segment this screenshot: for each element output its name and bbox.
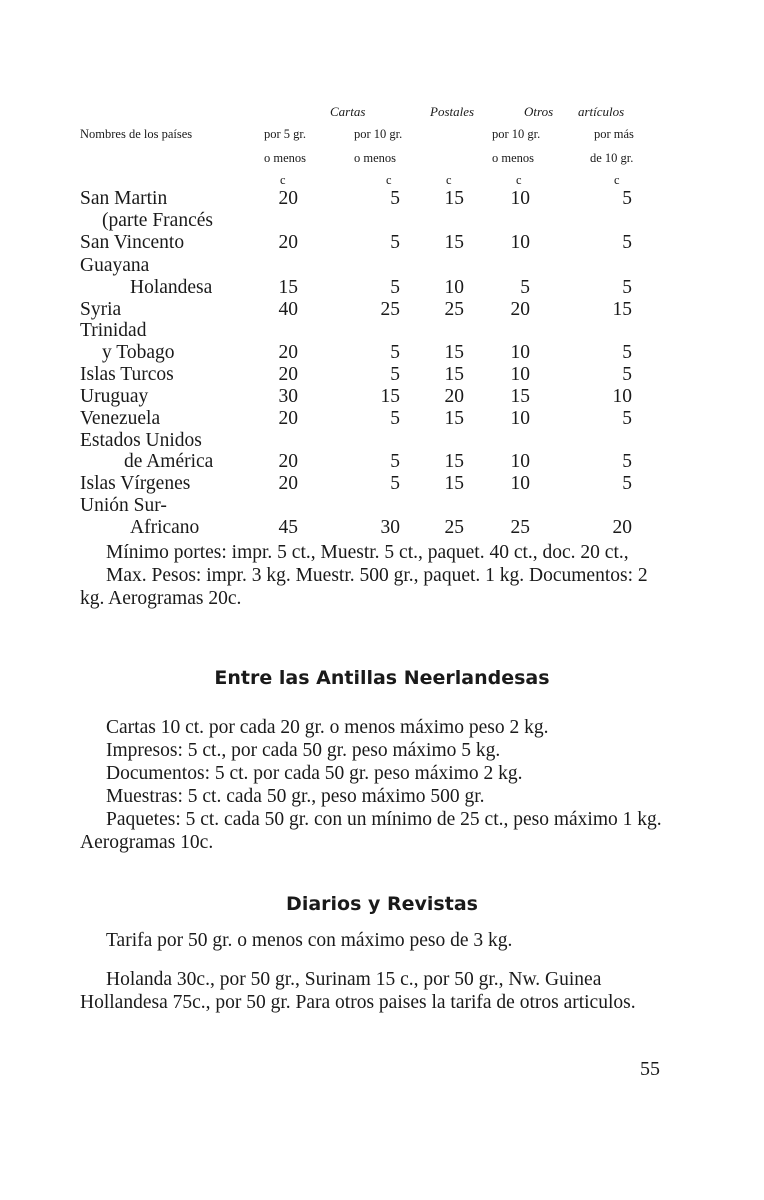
table-row: [0, 451, 764, 473]
unit-c4: c: [516, 173, 522, 187]
diarios-block: [80, 929, 670, 952]
rate-cell: 5: [622, 451, 632, 472]
table-row: [0, 473, 764, 495]
header-c2-l1: por 10 gr.: [354, 127, 403, 141]
rate-cell: 5: [390, 188, 400, 209]
table-row: [0, 364, 764, 386]
diarios-p1: Tarifa por 50 gr. o menos con máximo peso de 3 kg.: [106, 930, 513, 951]
rate-cell: 10: [510, 342, 530, 363]
header-c1-l1: por 5 gr.: [264, 127, 307, 141]
antillas-line: Cartas 10 ct. por cada 20 gr. o menos máximo peso 2 kg.: [106, 717, 549, 738]
rate-cell: 30: [380, 517, 400, 538]
country-name: Africano: [130, 517, 200, 538]
rate-cell: 5: [390, 408, 400, 429]
rate-cell: 15: [612, 299, 632, 320]
rate-cell: 30: [278, 386, 298, 407]
rate-cell: 10: [510, 232, 530, 253]
rate-cell: 5: [622, 342, 632, 363]
rate-cell: 20: [444, 386, 464, 407]
unit-c2: c: [386, 173, 392, 187]
rate-cell: 5: [622, 364, 632, 385]
rate-cell: 15: [444, 473, 464, 494]
country-name: Holandesa: [130, 277, 213, 298]
antillas-line: Impresos: 5 ct., por cada 50 gr. peso máximo 5 kg.: [106, 740, 501, 761]
header-c4-l1: por 10 gr.: [492, 127, 541, 141]
rate-cell: 5: [390, 473, 400, 494]
antillas-line: Muestras: 5 ct. cada 50 gr., peso máximo 500 gr.: [106, 786, 485, 807]
rate-cell: 10: [510, 188, 530, 209]
table-row: [0, 430, 764, 452]
rate-cell: 15: [510, 386, 530, 407]
country-name: de América: [124, 451, 214, 472]
header-c2-l2: o menos: [354, 151, 397, 165]
rate-cell: 20: [278, 188, 298, 209]
section-heading-diarios: Diarios y Revistas: [286, 893, 478, 915]
header-c5-l2: de 10 gr.: [590, 151, 634, 165]
header-c5-l1: por más: [594, 127, 634, 141]
rate-cell: 10: [612, 386, 632, 407]
table-row: [0, 386, 764, 408]
rate-cell: 5: [622, 408, 632, 429]
rate-cell: 5: [622, 232, 632, 253]
rate-cell: 5: [622, 188, 632, 209]
rate-cell: 15: [444, 451, 464, 472]
table-row: [0, 517, 764, 539]
rate-cell: 20: [278, 342, 298, 363]
country-name: Unión Sur-: [80, 495, 167, 516]
rate-cell: 25: [444, 299, 464, 320]
rate-cell: 15: [444, 408, 464, 429]
header-nombres: Nombres de los países: [80, 127, 193, 141]
rate-cell: 10: [510, 408, 530, 429]
diarios-p2: Holanda 30c., por 50 gr., Surinam 15 c., por 50 gr., Nw. Guinea Hollandesa 75c., por 50 gr. Para otros paises la tarifa de otros articulos.: [80, 969, 636, 1013]
rate-cell: 25: [380, 299, 400, 320]
unit-c1: c: [280, 173, 286, 187]
antillas-block: [80, 716, 670, 854]
rate-cell: 25: [510, 517, 530, 538]
unit-c3: c: [446, 173, 452, 187]
unit-c5: c: [614, 173, 620, 187]
table-row: [0, 210, 764, 232]
rate-cell: 20: [278, 364, 298, 385]
rate-cell: 20: [278, 232, 298, 253]
country-name: Trinidad: [80, 320, 147, 341]
header-c1-l2: o menos: [264, 151, 307, 165]
country-name: Uruguay: [80, 386, 149, 407]
rate-cell: 5: [390, 342, 400, 363]
rate-cell: 20: [278, 451, 298, 472]
rate-cell: 5: [390, 232, 400, 253]
rate-cell: 5: [390, 451, 400, 472]
diarios-block-2: [80, 968, 670, 1014]
rate-cell: 10: [444, 277, 464, 298]
antillas-line: Paquetes: 5 ct. cada 50 gr. con un mínimo de 25 ct., peso máximo 1 kg. Aerogramas 10c.: [80, 809, 662, 853]
rate-cell: 20: [278, 408, 298, 429]
country-name: (parte Francés: [102, 210, 213, 231]
notes-block: [80, 541, 670, 610]
rate-cell: 15: [380, 386, 400, 407]
rate-cell: 25: [444, 517, 464, 538]
country-name: Islas Turcos: [80, 364, 174, 385]
rate-cell: 40: [278, 299, 298, 320]
rate-cell: 5: [622, 473, 632, 494]
country-name: y Tobago: [102, 342, 175, 363]
table-row: [0, 408, 764, 430]
header-otros: Otros: [524, 104, 554, 119]
country-name: Guayana: [80, 255, 150, 276]
rate-cell: 10: [510, 364, 530, 385]
country-name: Estados Unidos: [80, 430, 202, 451]
rate-cell: 15: [444, 232, 464, 253]
country-name: Venezuela: [80, 408, 161, 429]
page-number: 55: [640, 1058, 660, 1080]
rate-cell: 45: [278, 517, 298, 538]
table-row: [0, 277, 764, 299]
antillas-line: Documentos: 5 ct. por cada 50 gr. peso máximo 2 kg.: [106, 763, 523, 784]
table-row: [0, 342, 764, 364]
header-articulos: artículos: [578, 104, 625, 119]
country-name: San Martin: [80, 188, 168, 209]
section-heading-antillas: Entre las Antillas Neerlandesas: [214, 667, 550, 689]
rate-cell: 10: [510, 473, 530, 494]
rate-cell: 15: [444, 342, 464, 363]
rate-cell: 10: [510, 451, 530, 472]
header-c4-l2: o menos: [492, 151, 535, 165]
rate-cell: 5: [520, 277, 530, 298]
rate-cell: 15: [444, 188, 464, 209]
country-name: San Vincento: [80, 232, 185, 253]
table-row: [0, 299, 764, 321]
table-row: [0, 495, 764, 517]
table-row: [0, 232, 764, 254]
rate-cell: 20: [278, 473, 298, 494]
header-cartas: Cartas: [330, 104, 366, 119]
rate-cell: 20: [510, 299, 530, 320]
table-row: [0, 320, 764, 342]
country-name: Islas Vírgenes: [80, 473, 191, 494]
table-row: [0, 255, 764, 277]
rate-cell: 5: [390, 364, 400, 385]
note-minimo: Mínimo portes: impr. 5 ct., Muestr. 5 ct., paquet. 40 ct., doc. 20 ct.,: [106, 542, 629, 563]
rate-cell: 5: [390, 277, 400, 298]
table-row: [0, 188, 764, 210]
rate-cell: 5: [622, 277, 632, 298]
rate-cell: 20: [612, 517, 632, 538]
note-max: Max. Pesos: impr. 3 kg. Muestr. 500 gr., paquet. 1 kg. Documentos: 2 kg. Aerogramas 20c.: [80, 565, 648, 609]
rate-cell: 15: [444, 364, 464, 385]
rate-cell: 15: [278, 277, 298, 298]
header-postales: Postales: [430, 104, 475, 119]
country-name: Syria: [80, 299, 122, 320]
